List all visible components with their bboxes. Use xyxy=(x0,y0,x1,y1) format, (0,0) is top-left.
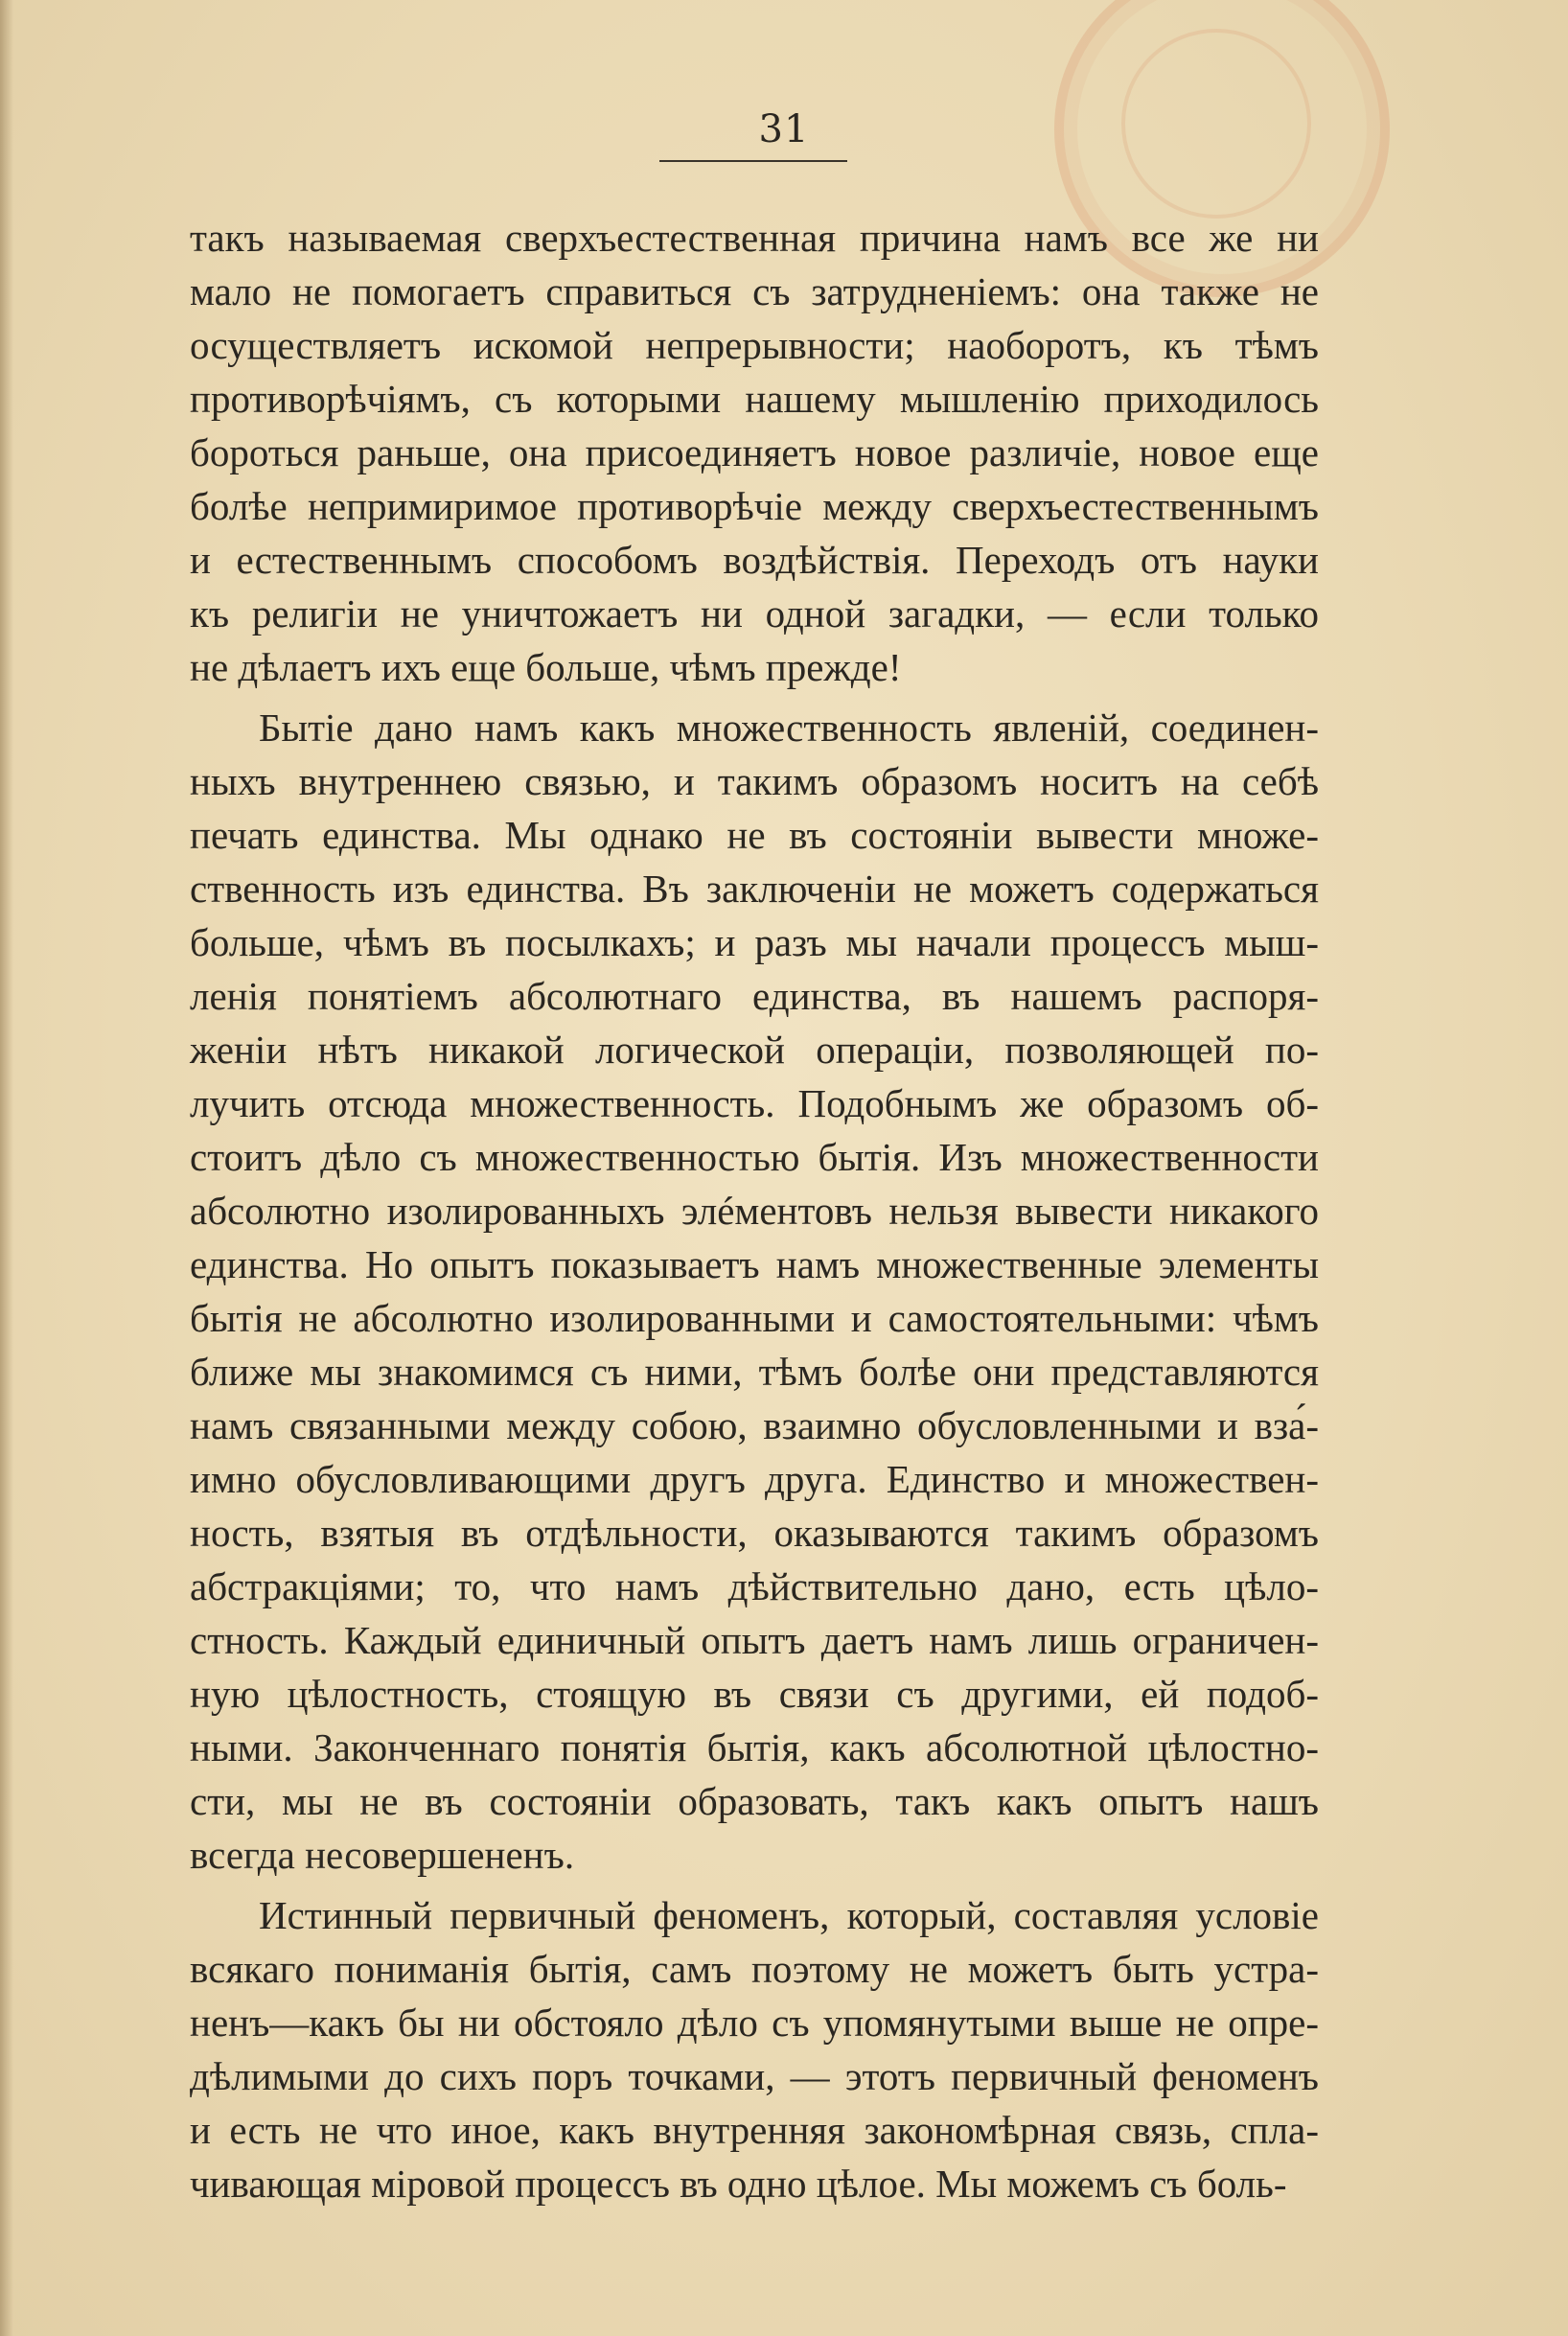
text-line: печать единства. Мы однако не въ состояніи вывести множе- xyxy=(190,813,1319,857)
paragraph xyxy=(190,701,1319,1882)
text-line: осуществляетъ искомой непрерывности; наоборотъ, къ тѣмъ xyxy=(190,323,1319,367)
text-line: абстракціями; то, что намъ дѣйствительно дано, есть цѣло- xyxy=(190,1564,1319,1608)
text-line: такъ называемая сверхъестественная причина намъ все же ни xyxy=(190,216,1319,260)
text-line: ныхъ внутреннею связью, и такимъ образомъ носитъ на себѣ xyxy=(190,759,1319,803)
text-line: Бытіе дано намъ какъ множественность явленій, соединен- xyxy=(259,705,1319,750)
text-line: ближе мы знакомимся съ ними, тѣмъ болѣе они представляются xyxy=(190,1350,1319,1394)
text-line: ленія понятіемъ абсолютнаго единства, въ нашемъ распоря- xyxy=(190,974,1319,1018)
text-line: всякаго пониманія бытія, самъ поэтому не можетъ быть устра- xyxy=(190,1947,1319,1991)
page-number: 31 xyxy=(758,107,810,151)
text-line: стоитъ дѣло съ множественностью бытія. Изъ множественности xyxy=(190,1135,1319,1179)
text-line: дѣлимыми до сихъ поръ точками, — этотъ первичный феноменъ xyxy=(190,2054,1319,2098)
text-line: и есть не что иное, какъ внутренняя закономѣрная связь, спла- xyxy=(190,2108,1319,2152)
text-line: къ религіи не уничтожаетъ ни одной загадки, — если только xyxy=(190,591,1319,636)
text-line: больше, чѣмъ въ посылкахъ; и разъ мы начали процессъ мыш- xyxy=(190,920,1319,964)
text-line: стность. Каждый единичный опытъ даетъ намъ лишь ограничен- xyxy=(190,1618,1319,1662)
text-line: и естественнымъ способомъ воздѣйствія. Переходъ отъ науки xyxy=(190,538,1319,582)
text-line: чивающая міровой процессъ въ одно цѣлое. Мы можемъ съ боль- xyxy=(190,2162,1287,2206)
text-column xyxy=(190,211,1319,2210)
text-line: мало не помогаетъ справиться съ затрудненіемъ: она также не xyxy=(190,269,1319,313)
text-line: бороться раньше, она присоединяетъ новое различіе, новое еще xyxy=(190,430,1319,474)
text-line: единства. Но опытъ показываетъ намъ множественные элементы xyxy=(190,1242,1319,1286)
text-line: ную цѣлостность, стоящую въ связи съ другими, ей подоб- xyxy=(190,1672,1319,1716)
text-line: Истинный первичный феноменъ, который, составляя условіе xyxy=(259,1893,1319,1937)
paragraph-gap xyxy=(190,1882,1319,1888)
text-line: ность, взятыя въ отдѣльности, оказываются такимъ образомъ xyxy=(190,1511,1319,1555)
text-line: намъ связанными между собою, взаимно обусловленными и вза́- xyxy=(190,1403,1319,1447)
page-number-rule xyxy=(659,160,847,162)
text-line: ненъ—какъ бы ни обстояло дѣло съ упомянутыми выше не опре- xyxy=(190,2001,1319,2045)
text-line: болѣе непримиримое противорѣчіе между сверхъестественнымъ xyxy=(190,484,1319,528)
paragraph xyxy=(190,1888,1319,2210)
text-line: имно обусловливающими другъ друга. Единство и множествен- xyxy=(190,1457,1319,1501)
text-line: лучить отсюда множественность. Подобнымъ же образомъ об- xyxy=(190,1081,1319,1125)
text-line: сти, мы не въ состояніи образовать, такъ какъ опытъ нашъ xyxy=(190,1779,1319,1823)
paragraph xyxy=(190,211,1319,694)
text-line: всегда несовершененъ. xyxy=(190,1833,575,1877)
text-line: ными. Законченнаго понятія бытія, какъ абсолютной цѣлостно- xyxy=(190,1725,1319,1769)
text-line: не дѣлаетъ ихъ еще больше, чѣмъ прежде! xyxy=(190,645,902,689)
text-line: противорѣчіямъ, съ которыми нашему мышленію приходилось xyxy=(190,377,1319,421)
text-line: женіи нѣтъ никакой логической операціи, позволяющей по- xyxy=(190,1028,1319,1072)
text-line: бытія не абсолютно изолированными и самостоятельными: чѣмъ xyxy=(190,1296,1319,1340)
text-line: абсолютно изолированныхъ элéментовъ нельзя вывести никакого xyxy=(190,1189,1319,1233)
page-edge-shadow xyxy=(0,0,13,2336)
paragraph-gap xyxy=(190,694,1319,701)
text-line: ственность изъ единства. Въ заключеніи не можетъ содержаться xyxy=(190,867,1319,911)
